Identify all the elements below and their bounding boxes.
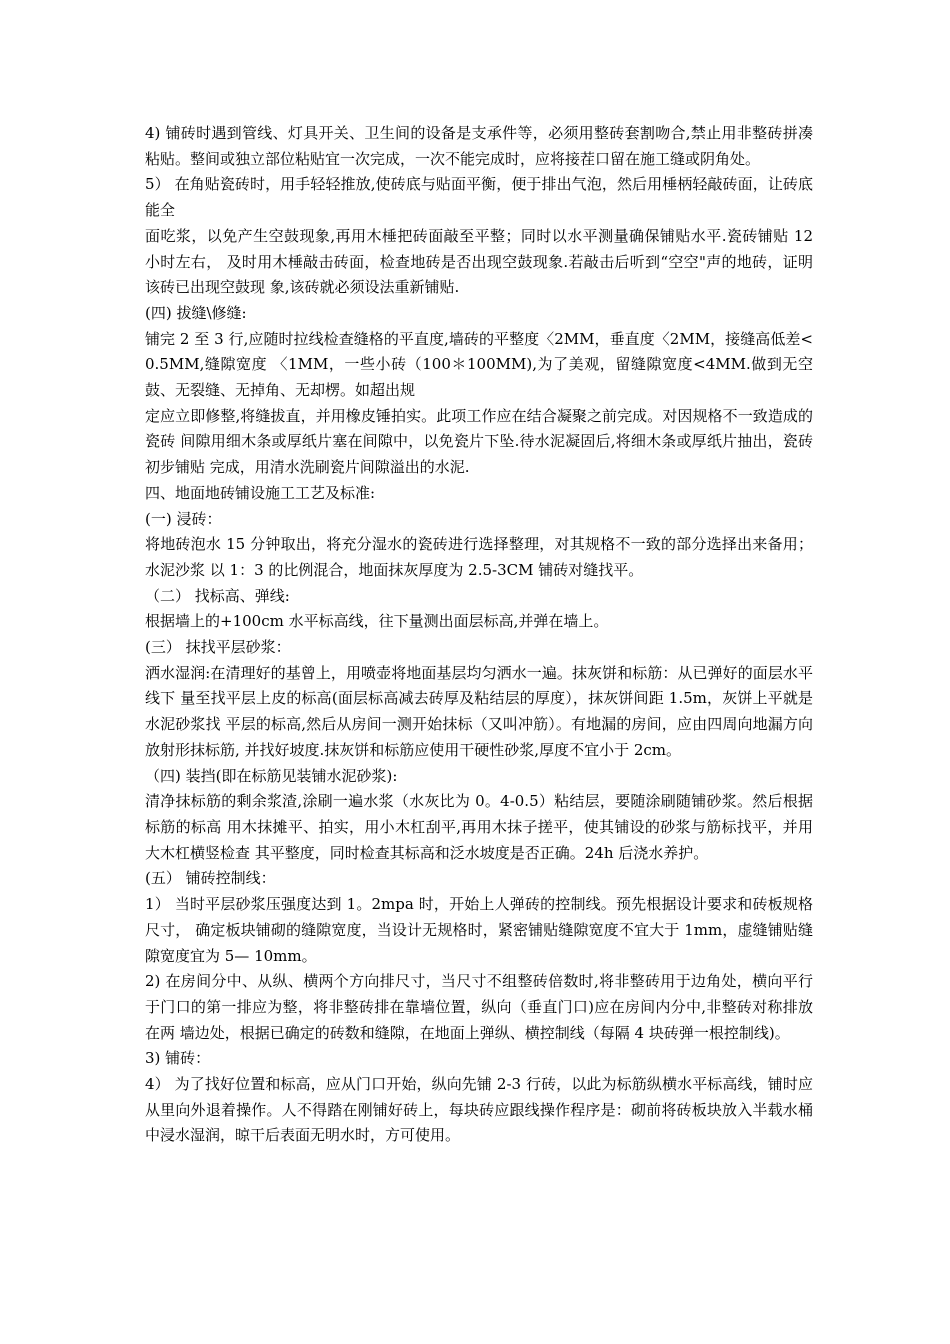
subheading-level-lines: （二） 找标高、弹线:	[145, 586, 290, 605]
paragraph-hollow-check: 面吃浆，以免产生空鼓现象,再用木棰把砖面敲至平整；同时以水平测量确保铺贴水平.瓷砖铺贴 12 小时左右， 及时用木棰敲击砖面，检查地砖是否出现空鼓现象.若敲击后听到“空空"声的地砖，证明该砖已出现空鼓现 象,该砖就必须设法重新铺贴.	[145, 226, 813, 297]
paragraph-control-lines-2: 2) 在房间分中、从纵、横两个方向排尺寸，当尺寸不组整砖倍数时,将非整砖用于边角处，横向平行 于门口的第一排应为整，将非整砖排在靠墙位置，纵向（垂直门口)应在房间内分中,非整砖对称排放在两 墙边处，根据已确定的砖数和缝隙，在地面上弹纵、横控制线（每隔 4 块砖弹一根控制线)。	[145, 972, 813, 1042]
subheading-leveling-mortar: (三） 抹找平层砂浆：	[145, 638, 291, 657]
paragraph-tile-cutting: 4) 铺砖时遇到管线、灯具开关、卫生间的设备是支承件等，必须用整砖套割吻合,禁止用非整砖拼凑 粘贴。整间或独立部位粘贴宜一次完成，一次不能完成时，应将接茬口留在施工缝或阴角处。	[145, 124, 813, 168]
subheading-mortar-filling: （四) 装挡(即在标筋见装铺水泥砂浆):	[145, 766, 398, 785]
subheading-laying-tiles: 3) 铺砖：	[145, 1049, 211, 1068]
paragraph-joint-tolerances: 铺完 2 至 3 行,应随时拉线检查缝格的平直度,墙砖的平整度〈2MM，垂直度〈2MM，接缝高低差<0.5MM,缝隙宽度 〈1MM，一些小砖（100＊100MM),为了美观，留缝隙宽度<4MM.做到无空鼓、无裂缝、无掉角、无却楞。如超出规	[145, 329, 813, 400]
section-heading-floor-tiling: 四、地面地砖铺设施工工艺及标准:	[145, 483, 376, 502]
subheading-control-lines: (五） 铺砖控制线：	[145, 869, 276, 888]
paragraph-laying-tiles: 4） 为了找好位置和标高，应从门口开始，纵向先铺 2-3 行砖，以此为标筋纵横水平标高线，铺时应从里向外退着操作。人不得踏在刚铺好砖上，每块砖应跟线操作程序是：砌前将砖板块放入半载水桶中浸水湿润，晾干后表面无明水时，方可使用。	[145, 1075, 813, 1145]
paragraph-mortar-filling: 清净抹标筋的剩余浆渣,涂刷一遍水浆（水灰比为 0。4-0.5）粘结层，要随涂刷随铺砂浆。然后根据标筋的标高 用木抹摊平、拍实，用小木杠刮平,再用木抹子搓平，使其铺设的砂浆与筋标找平，并用大木杠横竖检查 其平整度，同时检查其标高和泛水坡度是否正确。24h 后浇水养护。	[145, 792, 813, 862]
paragraph-level-lines: 根据墙上的+100cm 水平标高线，往下量测出面层标高,并弹在墙上。	[145, 612, 609, 631]
paragraph-joint-finishing: 定应立即修整,将缝拔直，并用橡皮锤拍实。此项工作应在结合凝聚之前完成。对因规格不一致造成的瓷砖 间隙用细木条或厚纸片塞在间隙中，以免瓷片下坠.待水泥凝固后,将细木条或厚纸片抽出，瓷砖初步铺贴 完成，用清水洗刷瓷片间隙溢出的水泥.	[145, 406, 813, 477]
paragraph-soaking: 将地砖泡水 15 分钟取出，将充分湿水的瓷砖进行选择整理，对其规格不一致的部分选择出来备用；水泥沙浆 以 1：3 的比例混合，地面抹灰厚度为 2.5-3CM 铺砖对缝找平。	[145, 535, 813, 579]
subheading-soaking: (一) 浸砖：	[145, 509, 222, 528]
section-heading-joint-repair: (四) 拔缝\修缝:	[145, 303, 247, 322]
paragraph-control-lines-1: 1） 当时平层砂浆压强度达到 1。2mpa 时，开始上人弹砖的控制线。预先根据设计要求和砖板规格尺寸， 确定板块铺砌的缝隙宽度，当设计无规格时，紧密铺贴缝隙宽度不宜大于 1mm，虚缝铺贴缝隙宽度宜为 5— 10mm。	[145, 895, 813, 965]
paragraph-corner-tiling: 5） 在角贴瓷砖时，用手轻轻推放,使砖底与贴面平衡，便于排出气泡，然后用棰柄轻敲砖面，让砖底能全	[145, 175, 813, 220]
document-body	[145, 121, 813, 1149]
paragraph-leveling-mortar: 洒水湿润:在清理好的基曾上，用喷壶将地面基层均匀洒水一遍。抹灰饼和标筋：从已弹好的面层水平线下 量至找平层上皮的标高(面层标高减去砖厚及粘结层的厚度），抹灰饼间距 1.5m，灰饼上平就是水泥砂浆找 平层的标高,然后从房间一测开始抹标（又叫冲筋）。有地漏的房间，应由四周向地漏方向放射形抹标筋, 并找好坡度.抹灰饼和标筋应使用干硬性砂浆,厚度不宜小于 2cm。	[145, 663, 813, 759]
